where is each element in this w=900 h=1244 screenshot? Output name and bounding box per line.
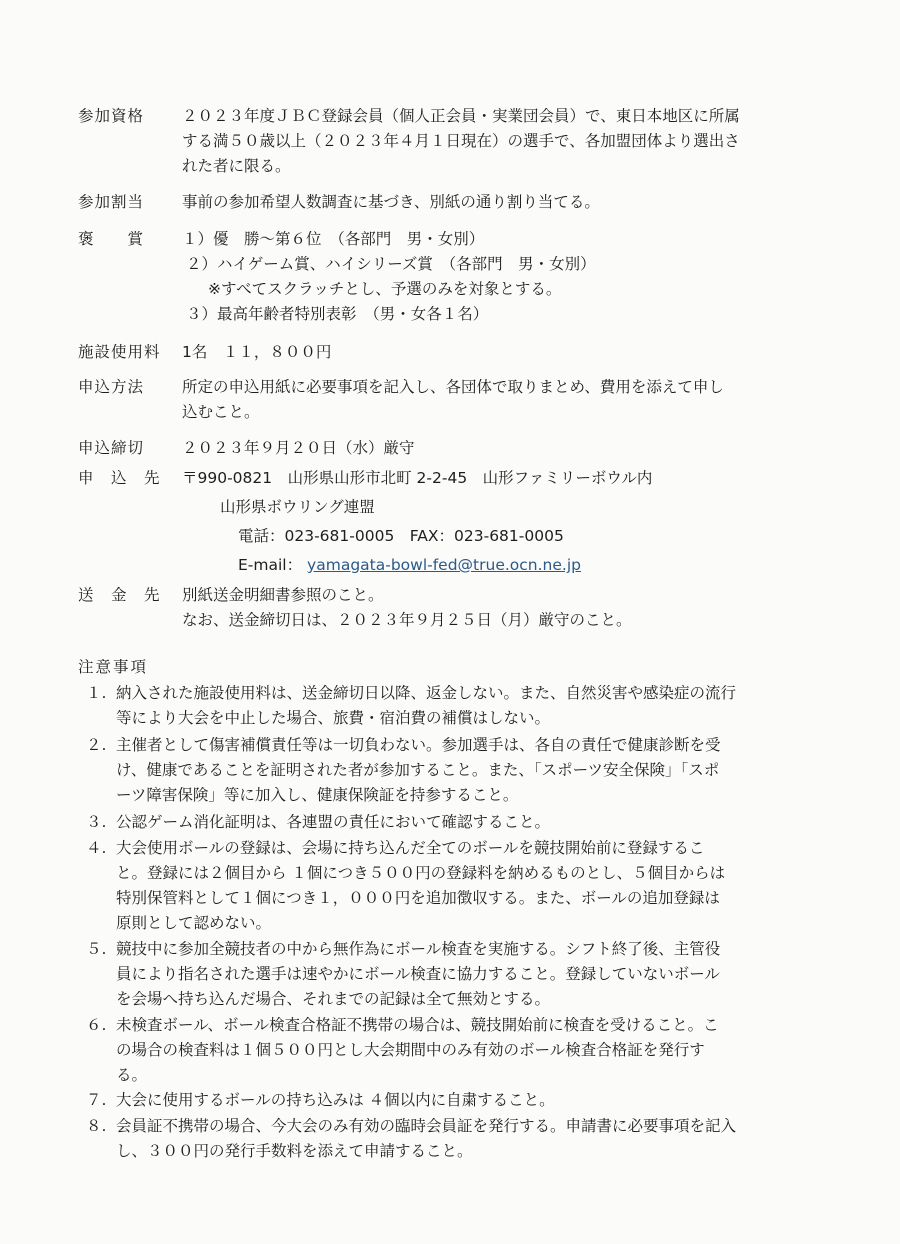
note-line: 競技中に参加全競技者の中から無作為にボール検査を実施する。シフト終了後、主管役	[116, 940, 721, 958]
note-line: 会員証不携帯の場合、今大会のみ有効の臨時会員証を発行する。申請書に必要事項を記入	[116, 1117, 737, 1135]
section-label: 申込方法	[78, 378, 145, 396]
phone-fax: 電話：023-681-0005 FAX：023-681-0005	[238, 527, 564, 545]
section-allocation	[78, 190, 838, 215]
note-line: 大会に使用するボールの持ち込みは ４個以内に自粛すること。	[116, 1091, 555, 1109]
note-line: の場合の検査料は１個５００円とし大会期間中のみ有効のボール検査合格証を発行す	[116, 1041, 705, 1059]
text-line: 1名 １１，８００円	[182, 343, 332, 361]
note-line: 公認ゲーム消化証明は、各連盟の責任において確認すること。	[116, 813, 551, 831]
section-body	[182, 227, 838, 327]
note-line: 未検査ボール、ボール検査合格証不携帯の場合は、競技開始前に検査を受けること。こ	[116, 1016, 719, 1034]
note-number: ３.	[86, 813, 107, 831]
note-line: 特別保管料として１個につき１，０００円を追加徴収する。また、ボールの追加登録は	[116, 889, 720, 907]
note-line: 原則として認めない。	[116, 914, 272, 932]
text-line: れた者に限る。	[182, 157, 291, 175]
note-number: ７.	[86, 1091, 107, 1109]
section-label: 申 込 先	[78, 469, 161, 487]
note-line: る。	[116, 1066, 148, 1084]
address: 〒990-0821 山形県山形市北町 2-2-45 山形ファミリーボウル内	[182, 469, 653, 487]
award-item: ２）ハイゲーム賞、ハイシリーズ賞 （各部門 男・女別）	[186, 255, 596, 273]
note-line: と。登録には２個目から １個につき５００円の登録料を納めるものとし、５個目からは	[116, 864, 726, 882]
note-number: ２.	[86, 736, 107, 754]
organization: 山形県ボウリング連盟	[220, 498, 375, 516]
note-line: 納入された施設使用料は、送金締切日以降、返金しない。また、自然災害や感染症の流行	[116, 684, 737, 702]
note-item	[86, 681, 836, 731]
note-item	[86, 810, 836, 835]
section-body	[182, 104, 838, 179]
award-note: ※すべてスクラッチとし、予選のみを対象とする。	[208, 280, 562, 298]
text-line: 込むこと。	[182, 403, 260, 421]
text-line: 所定の申込用紙に必要事項を記入し、各団体で取りまとめ、費用を添えて申し	[182, 378, 724, 396]
text-line: ２０２３年９月２０日（水）厳守	[182, 439, 415, 457]
email-link[interactable]: yamagata-bowl-fed@true.ocn.ne.jp	[307, 556, 581, 574]
note-number: １.	[86, 684, 107, 702]
section-label: 褒 賞	[78, 230, 145, 248]
note-line: 主催者として傷害補償責任等は一切負わない。参加選手は、各自の責任で健康診断を受	[116, 736, 721, 754]
note-line: を会場へ持ち込んだ場合、それまでの記録は全て無効とする。	[116, 990, 551, 1008]
text-line: 事前の参加希望人数調査に基づき、別紙の通り割り当てる。	[182, 193, 600, 211]
email-label: E-mail：	[238, 556, 303, 574]
award-item: ３）最高年齢者特別表彰 （男・女各１名）	[186, 305, 489, 323]
note-item	[86, 937, 836, 1012]
note-item	[86, 1114, 836, 1164]
note-line: し、３００円の発行手数料を添えて申請すること。	[116, 1142, 473, 1160]
note-line: 大会使用ボールの登録は、会場に持ち込んだ全てのボールを競技開始前に登録するこ	[116, 839, 705, 857]
text-line: する満５０歳以上（２０２３年４月１日現在）の選手で、各加盟団体より選出さ	[182, 132, 740, 150]
note-number: ５.	[86, 940, 107, 958]
section-awards	[78, 227, 838, 327]
note-line: 等により大会を中止した場合、旅費・宿泊費の補償はしない。	[116, 709, 551, 727]
note-item	[86, 1013, 836, 1088]
note-line: け、健康であることを証明された者が参加すること。また、「スポーツ安全保険」「スポ	[116, 761, 720, 779]
section-label: 申込締切	[78, 439, 145, 457]
section-label: 参加割当	[78, 193, 145, 211]
section-application-method	[78, 375, 838, 425]
note-item	[86, 733, 836, 808]
section-deadline	[78, 436, 838, 461]
note-number: ８.	[86, 1117, 107, 1135]
note-item	[86, 1088, 836, 1113]
section-label: 施設使用料	[78, 343, 161, 361]
section-fee	[78, 340, 838, 365]
section-eligibility	[78, 104, 838, 179]
text-line: ２０２３年度ＪＢＣ登録会員（個人正会員・実業団会員）で、東日本地区に所属	[182, 107, 740, 125]
note-item	[86, 836, 836, 936]
notes-title: 注意事項	[78, 658, 149, 676]
note-line: ーツ障害保険」等に加入し、健康保険証を持参すること。	[116, 786, 519, 804]
section-label: 送 金 先	[78, 586, 161, 604]
note-number: ４.	[86, 839, 107, 857]
section-remittance	[78, 583, 838, 633]
text-line: なお、送金締切日は、２０２３年９月２５日（月）厳守のこと。	[182, 611, 632, 629]
text-line: 別紙送金明細書参照のこと。	[182, 586, 384, 604]
section-contact	[78, 464, 838, 580]
section-label: 参加資格	[78, 107, 145, 125]
note-line: 員により指名された選手は速やかにボール検査に協力すること。登録していないボール	[116, 965, 720, 983]
email-line	[182, 551, 838, 580]
note-number: ６.	[86, 1016, 107, 1034]
award-item: １）優 勝～第６位 （各部門 男・女別）	[182, 230, 485, 248]
